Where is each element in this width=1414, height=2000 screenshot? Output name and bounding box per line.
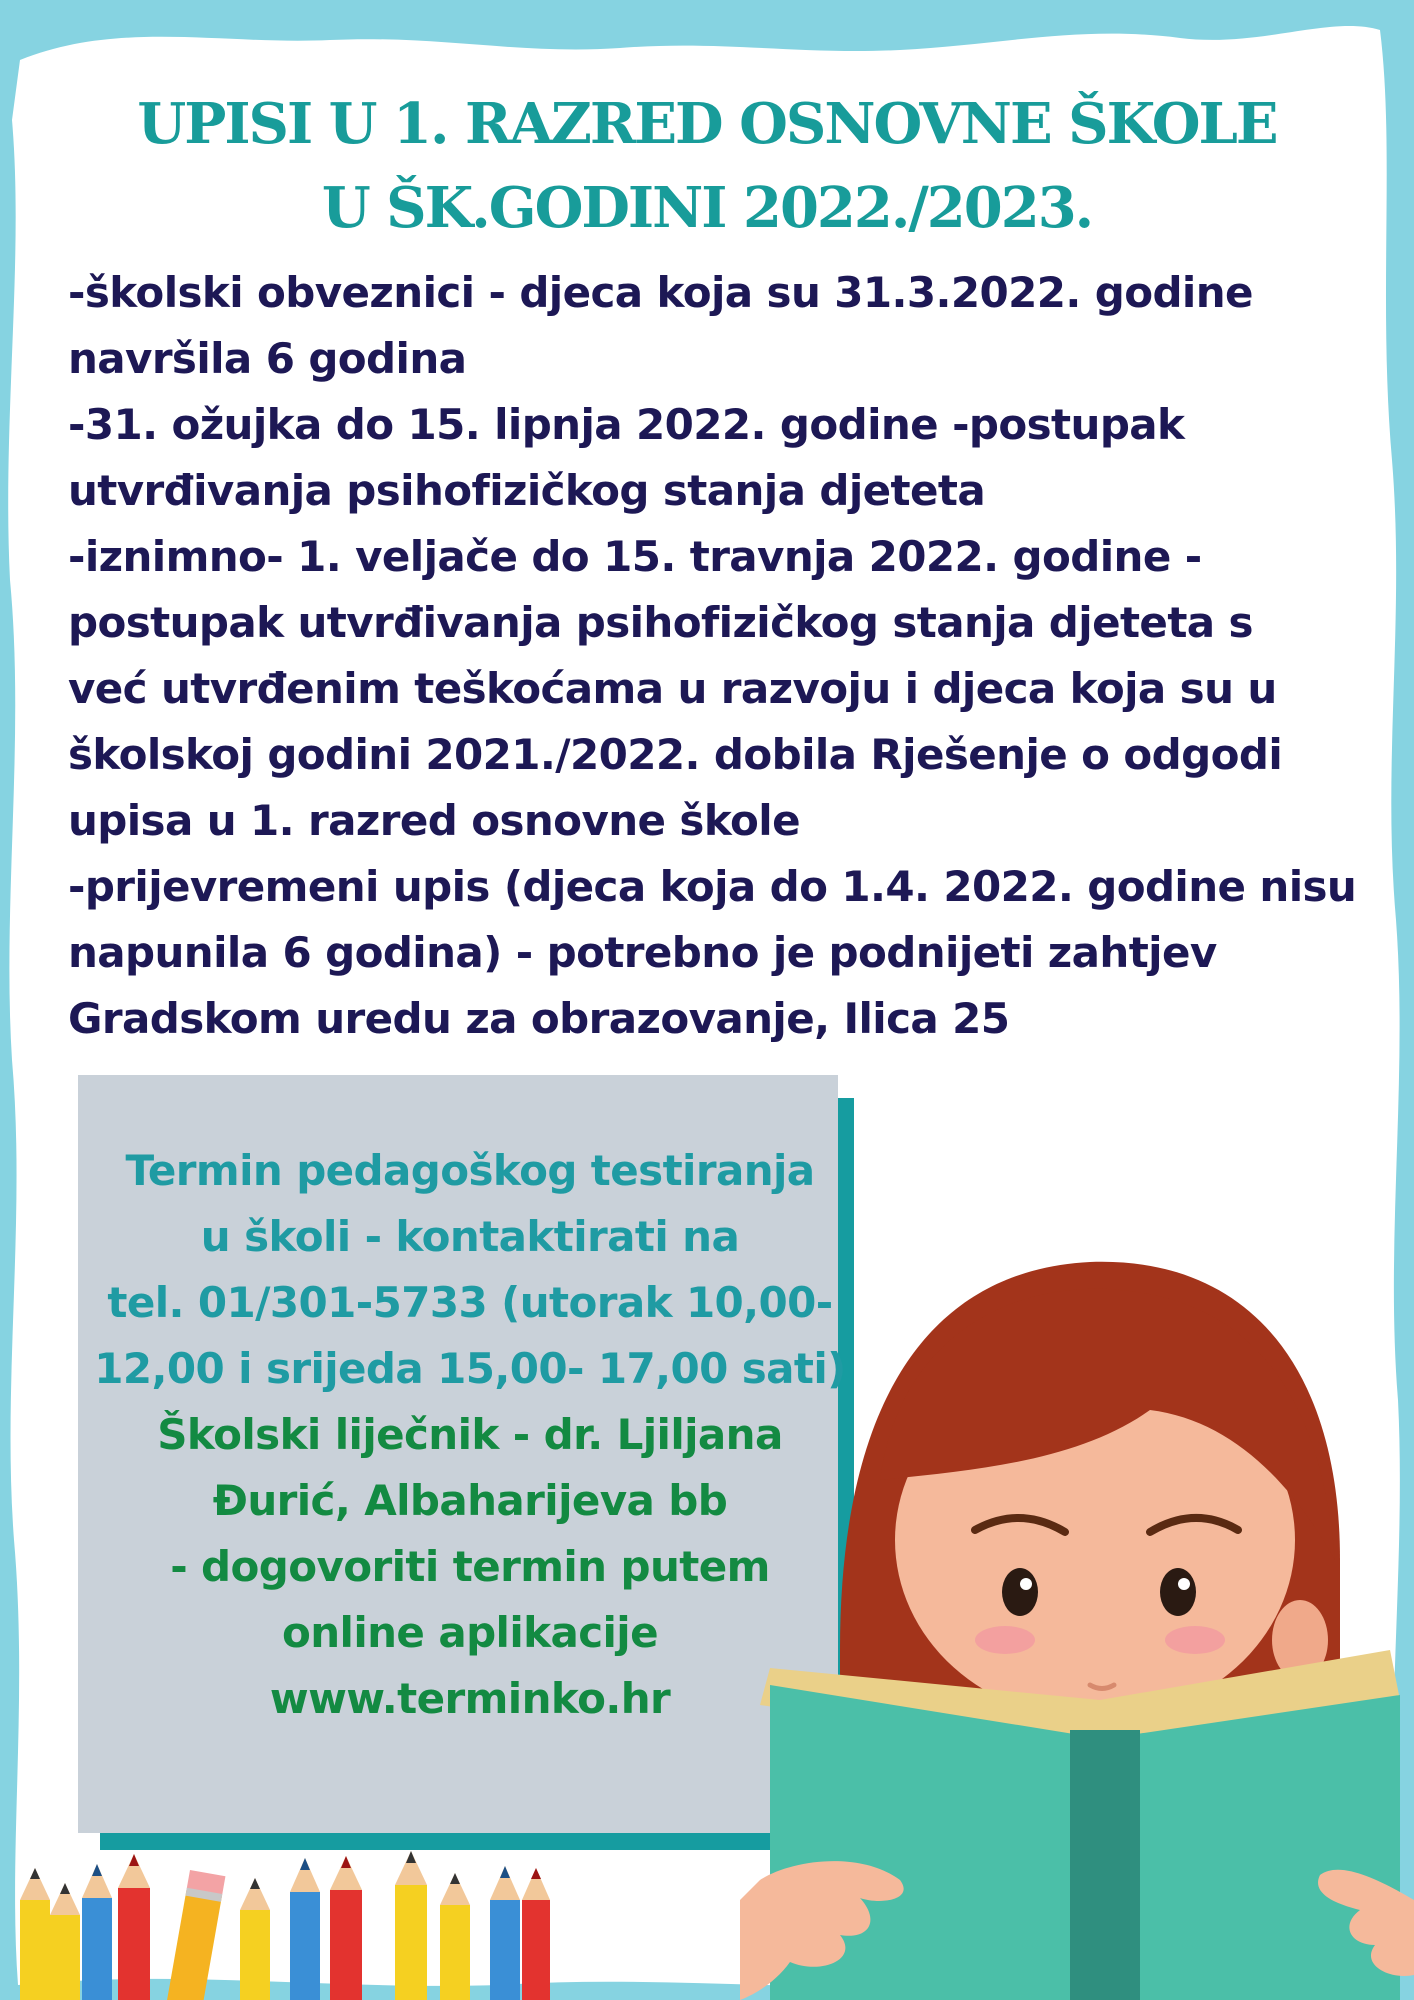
info-line: utvrđivanja psihofizičkog stanja djeteta xyxy=(68,466,986,515)
doctor-address-line: Đurić, Albaharijeva bb xyxy=(212,1476,728,1525)
doctor-info-line: - dogovoriti termin putem xyxy=(170,1542,770,1591)
testing-hours-line: 12,00 i srijeda 15,00- 17,00 sati) xyxy=(94,1344,846,1393)
info-line: -31. ožujka do 15. lipnja 2022. godine -postupak xyxy=(68,400,1185,449)
info-line: upisa u 1. razred osnovne škole xyxy=(68,796,800,845)
info-line: postupak utvrđivanja psihofizičkog stanja djeteta s xyxy=(68,598,1253,647)
info-line: -prijevremeni upis (djeca koja do 1.4. 2022. godine nisu xyxy=(68,862,1357,911)
info-line: Gradskom uredu za obrazovanje, Ilica 25 xyxy=(68,994,1010,1043)
title-line-2: U ŠK.GODINI 2022./2023. xyxy=(321,175,1093,241)
info-line: -iznimno- 1. veljače do 15. travnja 2022. godine - xyxy=(68,532,1202,581)
book-right-cover xyxy=(1130,1695,1400,2000)
girl-eye-left xyxy=(1002,1568,1038,1616)
info-line: -školski obveznici - djeca koja su 31.3.2022. godine xyxy=(68,268,1253,317)
testing-info-line: Termin pedagoškog testiranja xyxy=(125,1146,815,1195)
girl-cheek-left xyxy=(975,1626,1035,1654)
doctor-info-line: Školski liječnik - dr. Ljiljana xyxy=(157,1410,783,1459)
info-line: školskoj godini 2021./2022. dobila Rješenje o odgodi xyxy=(68,730,1283,779)
terminko-link[interactable]: www.terminko.hr xyxy=(269,1674,671,1723)
doctor-info-line: online aplikacije xyxy=(281,1608,658,1657)
girl-eye-right xyxy=(1160,1568,1196,1616)
girl-cheek-right xyxy=(1165,1626,1225,1654)
testing-info-line: u školi - kontaktirati na xyxy=(200,1212,740,1261)
book-spine xyxy=(1070,1730,1140,2000)
info-line: već utvrđenim teškoćama u razvoju i djeca koja su u xyxy=(68,664,1277,713)
info-line: napunila 6 godina) - potrebno je podnijeti zahtjev xyxy=(68,928,1217,977)
testing-phone-line: tel. 01/301-5733 (utorak 10,00- xyxy=(107,1278,833,1327)
title-line-1: UPISI U 1. RAZRED OSNOVNE ŠKOLE xyxy=(137,91,1277,157)
info-line: navršila 6 godina xyxy=(68,334,467,383)
